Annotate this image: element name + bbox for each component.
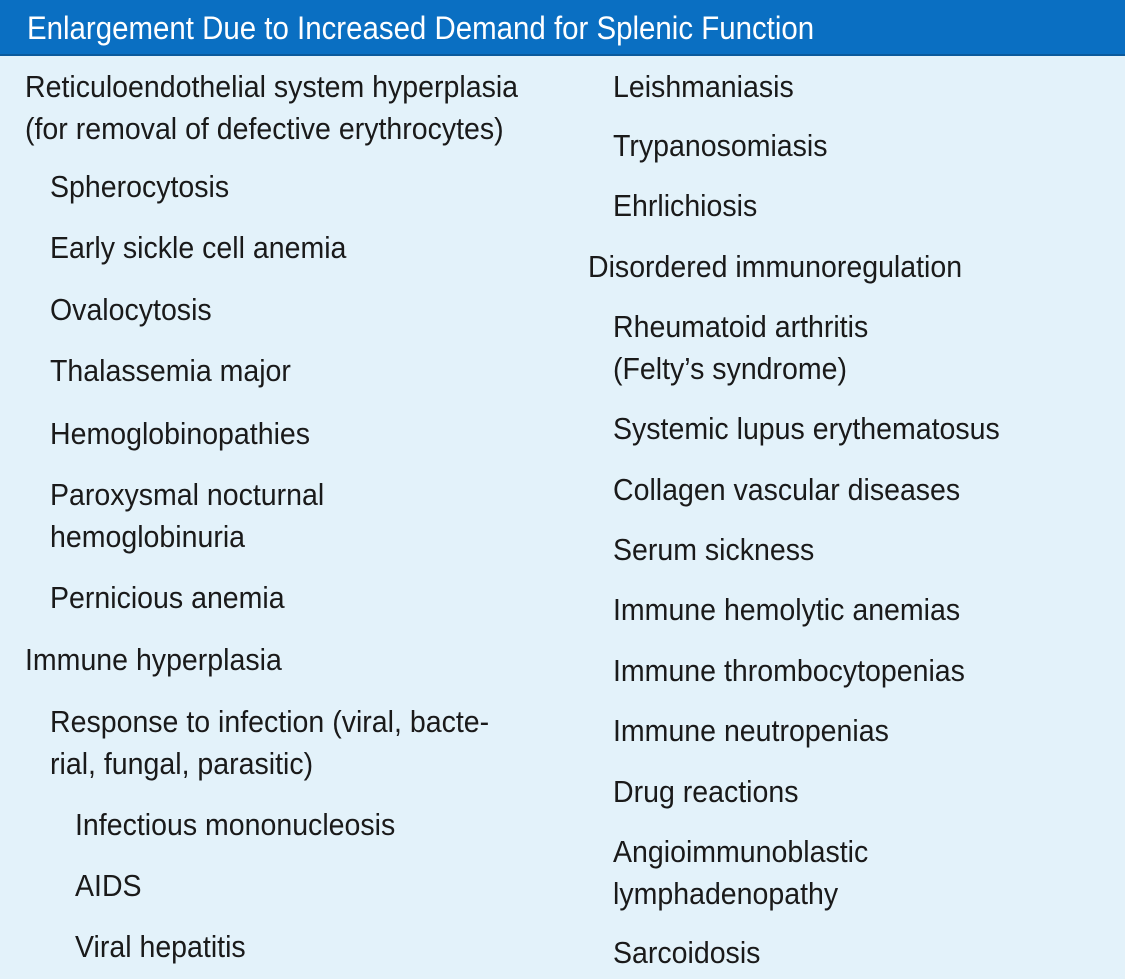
list-item-response-to-infection [50,701,489,785]
list-item-neutropenias [613,710,889,752]
list-item-mononucleosis [75,804,395,846]
list-item-pnh [50,474,324,558]
list-item-line: Pernicious anemia [50,580,285,615]
list-item-line: Sarcoidosis [613,935,761,970]
list-item-line: Serum sickness [613,532,815,567]
list-item-line: lymphadenopathy [613,876,839,911]
list-item-line: Thalassemia major [50,353,291,388]
list-item-line: hemoglobinuria [50,519,246,554]
list-item-line: (for removal of defective erythrocytes) [25,111,504,146]
list-item-hemolytic-anemias [613,589,960,631]
list-item-ehrlichiosis [613,185,757,227]
list-item-line: Angioimmunoblastic [613,834,869,869]
list-item-line: Trypanosomiasis [613,128,828,163]
list-item-line: Early sickle cell anemia [50,230,347,265]
table-title: Enlargement Due to Increased Demand for Splenic Function [27,10,815,46]
list-item-line: Leishmaniasis [613,69,794,104]
table-header [0,0,1125,56]
list-item-ovalocytosis [50,289,212,331]
list-item-spherocytosis [50,166,229,208]
list-item-line: Ehrlichiosis [613,188,758,223]
list-item-line: Ovalocytosis [50,292,212,327]
list-item-line: Immune hemolytic anemias [613,592,961,627]
list-item-line: Collagen vascular diseases [613,472,961,507]
list-item-reticuloendothelial [25,66,518,150]
list-item-viral-hepatitis [75,926,246,968]
list-item-aids [75,865,142,907]
list-item-angioimmunoblastic [613,831,868,915]
list-item-line: Response to infection (viral, bacte- [50,704,490,739]
list-item-line: Immune thrombocytopenias [613,653,965,688]
list-item-thalassemia [50,350,291,392]
list-item-line: Spherocytosis [50,169,230,204]
list-item-immune-hyperplasia [25,639,282,681]
list-item-serum-sickness [613,529,814,571]
list-item-sle [613,408,1000,450]
list-item-line: AIDS [75,868,142,903]
list-item-rheumatoid-arthritis [613,306,868,390]
list-item-hemoglobinopathies [50,413,310,455]
list-item-sarcoidosis [613,932,760,974]
list-item-leishmaniasis [613,66,794,108]
list-item-line: Viral hepatitis [75,929,246,964]
list-item-line: Paroxysmal nocturnal [50,477,325,512]
list-item-sickle-cell [50,227,346,269]
list-item-line: Immune hyperplasia [25,642,282,677]
list-item-line: Drug reactions [613,774,799,809]
list-item-line: Hemoglobinopathies [50,416,311,451]
list-item-trypanosomiasis [613,125,828,167]
list-item-thrombocytopenias [613,650,965,692]
list-item-line: (Felty’s syndrome) [613,351,848,386]
list-item-disordered-immunoregulation [588,246,962,288]
list-item-pernicious-anemia [50,577,285,619]
list-item-collagen-vascular [613,469,960,511]
list-item-line: Rheumatoid arthritis [613,309,869,344]
list-item-line: Reticuloendothelial system hyperplasia [25,69,519,104]
list-item-line: Disordered immunoregulation [588,249,963,284]
list-item-drug-reactions [613,771,798,813]
list-item-line: Immune neutropenias [613,713,889,748]
list-item-line: rial, fungal, parasitic) [50,746,314,781]
list-item-line: Systemic lupus erythematosus [613,411,1000,446]
list-item-line: Infectious mononucleosis [75,807,396,842]
